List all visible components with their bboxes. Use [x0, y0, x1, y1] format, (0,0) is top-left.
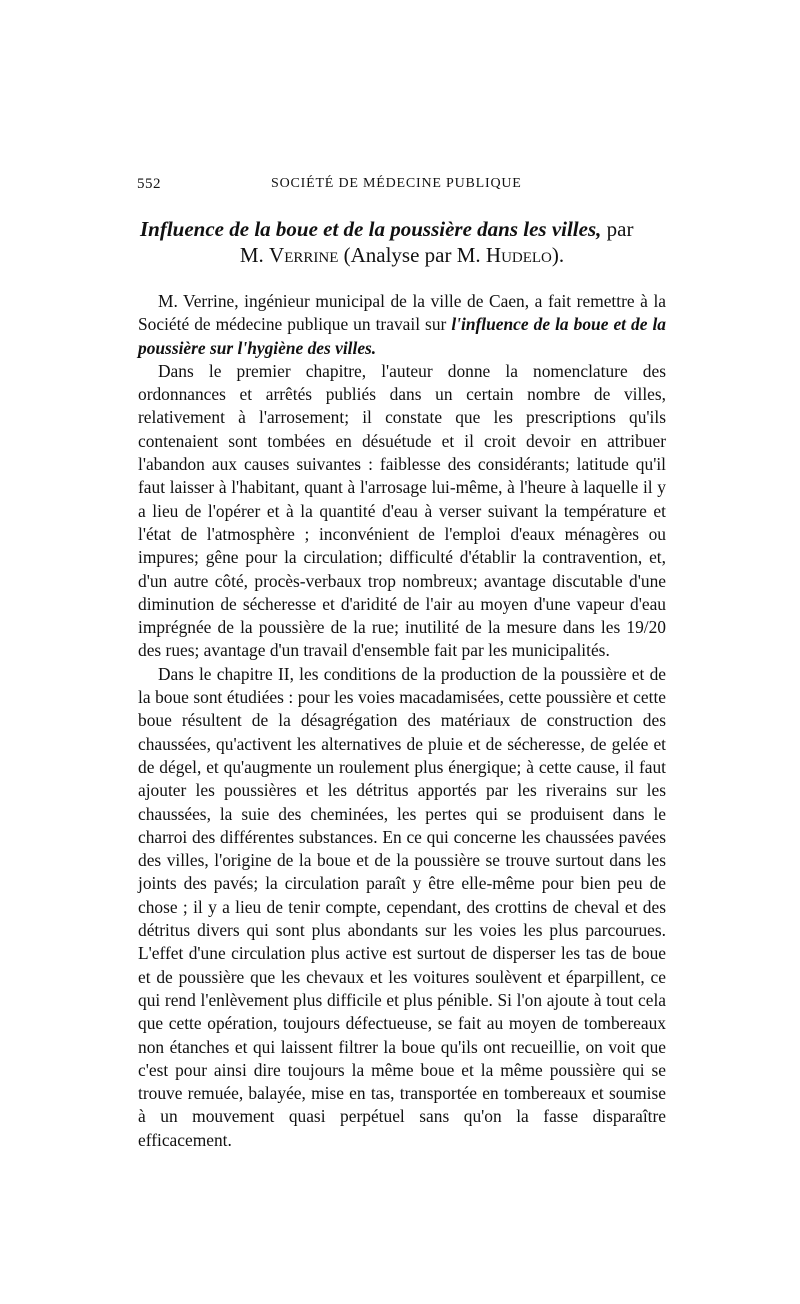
paragraph-1 — [138, 290, 666, 360]
title-italic: Influence de la boue et de la poussière dans les villes, — [140, 217, 602, 241]
paragraph-3-text: Dans le chapitre II, les conditions de la production de la poussière et de la boue sont étudiées : pour les voies macadamisées, cette poussière et cette boue résultent de la désagrégation des matériaux de construction des chaussées, qu'activent les alternatives de pluie et de sécheresse, de gelée et de dégel, et qu'augmente un roulement plus énergique; à cette cause, il faut ajouter les poussières et les détritus apportés par les riverains sur les chaussées, la suie des cheminées, les pertes qui se produisent dans le charroi des différentes substances. En ce qui concerne les chaussées pavées des villes, l'origine de la boue et de la poussière se trouve surtout dans les joints des pavés; la circulation paraît y être elle-même pour bien peu de chose ; il y a lieu de tenir compte, cependant, des crottins de cheval et des détritus divers qui sont plus abondants sur les voies les plus parcourues. L'effet d'une circulation plus active est surtout de disperser les tas de boue et de poussière que les chevaux et les voitures soulèvent et éparpillent, ce qui rend l'enlèvement plus difficile et plus pénible. Si l'on ajoute à tout cela que cette opération, toujours défectueuse, se fait au moyen de tombereaux non étanches et qui laissent filtrer la boue qu'ils ont recueillie, on voit que c'est pour ainsi dire toujours la même boue et la même poussière qui se trouve remuée, balayée, mise en tas, transportée en tombereaux et soumise à un mouvement quasi perpétuel sans qu'on la fasse disparaître efficacement. — [138, 663, 666, 1150]
page-number: 552 — [137, 176, 161, 192]
title-line-1 — [138, 216, 666, 242]
running-title: SOCIÉTÉ DE MÉDECINE PUBLIQUE — [271, 176, 522, 191]
article-title — [138, 216, 666, 268]
paragraph-3 — [138, 663, 666, 1152]
analyst-name: Hudelo — [485, 243, 552, 267]
author-prefix: M. — [239, 243, 264, 267]
running-head — [138, 176, 666, 200]
analysis-open: (Analyse par M. — [343, 243, 481, 267]
title-line-2 — [138, 242, 666, 268]
paragraph-1-italic: l'influence de la boue et de la poussière sur l'hygiène des villes. — [138, 314, 666, 358]
paragraph-2-text: Dans le premier chapitre, l'auteur donne la nomenclature des ordonnances et arrêtés publiés dans un certain nombre de villes, relativement à l'arrosement; il constate que les prescriptions qu'ils contenaient sont tombées en désuétude et il croit devoir en attribuer l'abandon aux causes suivantes : faiblesse des considérants; latitude qu'il faut laisser à l'habitant, quant à l'arrosage lui-même, à l'heure à laquelle il y a lieu de l'opérer et à la quantité d'eau à verser suivant la température et l'état de l'atmosphère ; inconvénient de l'emploi d'eaux ménagères ou impures; gêne pour la circulation; difficulté d'établir la contravention, et, d'un autre côté, procès-verbaux trop nombreux; avantage discutable d'une diminution de sécheresse et d'aridité de l'air au moyen d'une vapeur d'eau imprégnée de la poussière de la rue; inutilité de la mesure dans les 19/20 des rues; avantage d'un travail d'ensemble fait par les municipalités. — [138, 360, 666, 661]
author-name: Verrine — [269, 243, 339, 267]
title-par: par — [606, 217, 634, 241]
paragraph-2 — [138, 360, 666, 663]
paragraph-1-text: M. Verrine, ingénieur municipal de la ville de Caen, a fait remettre à la Société de médecine publique un travail sur — [138, 291, 666, 335]
book-page — [138, 176, 666, 1152]
article-body — [138, 290, 666, 1152]
analysis-close: ). — [551, 243, 565, 267]
